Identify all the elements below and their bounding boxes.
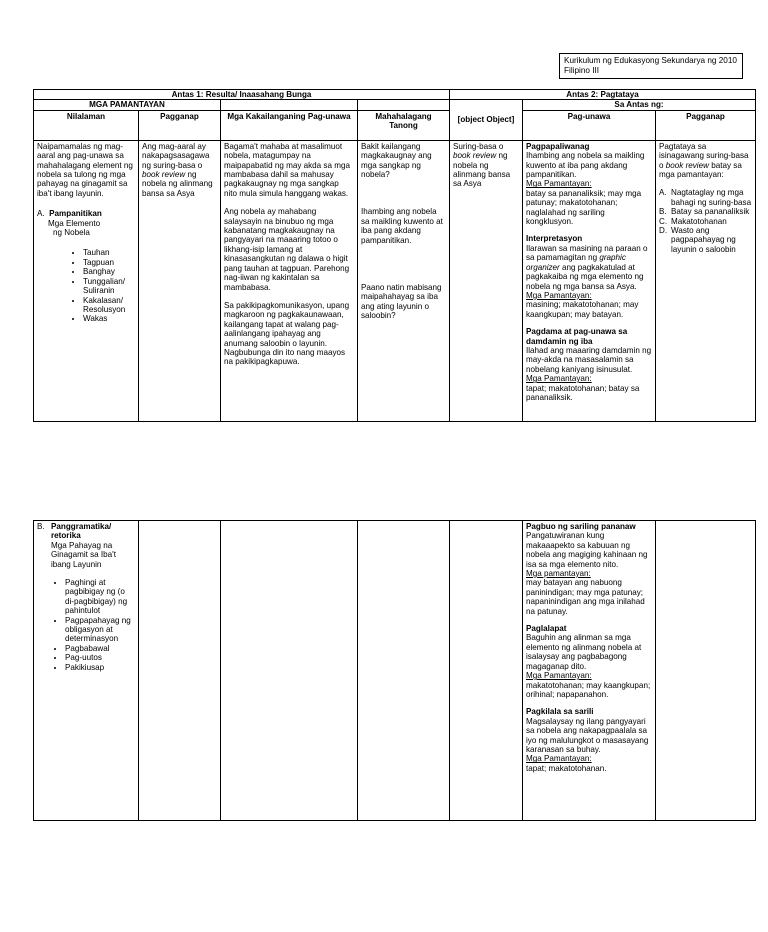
stage1-title: Antas 1: Resulta/ Inaasahang Bunga — [34, 90, 450, 100]
col-pagganap: Pagganap — [139, 110, 221, 140]
list-item: • Wakas — [83, 314, 135, 323]
section-title: Pagdama at pag-unawa sa damdamin ng iba — [526, 327, 628, 346]
nilalaman-intro: Naipamamalas ng mag-aaral ang pag-unawa sa mahahalagang element ng nobela sa tulong ng mga pahayag na ginagamit sa iba't ibang layunin. — [37, 141, 133, 198]
mga-pamantayan-header: MGA PAMANTAYAN — [34, 100, 221, 110]
nilalaman-cell — [34, 140, 139, 421]
pamantayan-label: Mga Pamantayan: — [526, 179, 592, 189]
pagganap-text: Ang mag-aaral ay nakapagsasagawa ng suring-basa o — [142, 141, 210, 170]
blank-header-cell — [358, 100, 450, 110]
empty-cell — [221, 521, 358, 821]
item-text: Makatotohanan — [671, 216, 727, 226]
list-item: • Pag-uutos — [65, 653, 135, 662]
assessment-italic: book review — [665, 160, 709, 170]
assessment-text: Pagtataya sa isinagawang suring-basa o — [659, 141, 749, 170]
pag-unawa-cell-b — [523, 521, 656, 821]
produkto-header: [object Object] — [450, 100, 523, 140]
criteria-text: batay sa pananaliksik; may mga patunay; makatotohanan; naglalahad ng sariling kongklusyon. — [526, 188, 642, 227]
section-b-sub: Mga Pahayag na Ginagamit sa Iba't ibang Layunin — [51, 540, 116, 569]
list-item: • Tauhan — [83, 248, 135, 257]
section-text: Pangatuwiranan kung makaaapekto sa kabuuan ng nobela ang magiging kahinaan ng isa sa mga elemento nito. — [526, 531, 648, 569]
col-kakailanganing: Mga Kakailanganing Pag-unawa — [221, 110, 358, 140]
section-title: Pagkilala sa sarili — [526, 707, 594, 717]
section-text: Baguhin ang alinman sa mga elemento ng alinmang nobela at isalaysay ang pagbabagong magaganap dito. — [526, 633, 642, 671]
section-a-sub2: ng Nobela — [53, 228, 90, 238]
produkto-text: Suring-basa o — [453, 141, 504, 151]
section-text-end: ang pagkakatulad at pagkakaiba ng mga elemento ng nobela ng mga bansa sa Asya. — [526, 262, 644, 291]
criteria-text: tapat; makatotohanan; batay sa pananaliksik. — [526, 383, 640, 402]
element-list — [37, 248, 135, 323]
subject-title: Filipino III — [564, 66, 600, 75]
tanong-cell — [358, 140, 450, 421]
curriculum-header-box — [559, 53, 743, 79]
section-text-italic: graphic organizer — [526, 253, 626, 272]
section-b-label: B. — [37, 522, 45, 531]
criteria-text: masining; makatotohanan; may kaangkupan; may batayan. — [526, 300, 639, 319]
expression-list — [37, 578, 135, 672]
section-text: Ilahad ang maaaring damdamin ng may-akda na masasalamin sa nobelang kaniyang isinusulat. — [526, 345, 652, 374]
criteria-text: tapat; makatotohanan. — [526, 763, 607, 773]
item-label: B. — [659, 207, 667, 217]
understanding-1: Bagama't mahaba at masalimuot nobela, matagumpay na maipapabatid ng may akda sa mga mambabasa dahil sa mahusay pagkakaugnay ng mga sangkap nito mula simula hanggang wakas. — [224, 141, 350, 198]
section-title: Pagpapaliwanag — [526, 141, 590, 151]
curriculum-table-1 — [33, 89, 756, 422]
assessment-item — [659, 207, 752, 216]
stage2-title: Antas 2: Pagtataya — [450, 90, 756, 100]
pamantayan-label: Mga Pamantayan: — [526, 671, 592, 681]
section-text-start: Ilarawan sa masining na paraan o sa pamamagitan ng — [526, 243, 648, 263]
pamantayan-label: Mga Pamantayan: — [526, 754, 592, 764]
assessment-intro — [659, 142, 752, 180]
understanding-3: Sa pakikipagkomunikasyon, upang magkaroon ng pagkakaunawaan, kailangang tapat at walang pag-aalinlangang ipahayag ang anumang saloobin o layunin. Nagbubunga din ito nang maayos na pakikipagkapuwa. — [224, 300, 350, 367]
pamantayan-label: Mga Pamantayan: — [526, 374, 592, 384]
empty-cell — [656, 521, 756, 821]
sa-antas-ng-header: Sa Antas ng: — [523, 100, 756, 110]
assessment-item — [659, 217, 752, 226]
assessment-list — [659, 188, 752, 254]
section-text: Ihambing ang nobela sa maikling kuwento at iba pang akdang pampanitikan. — [526, 151, 645, 180]
empty-cell — [358, 521, 450, 821]
section-a-title: Pampanitikan — [49, 209, 102, 219]
produkto-italic: book review — [453, 151, 497, 161]
criteria-text: makatotohanan; may kaangkupan; orihinal; napapanahon. — [526, 680, 651, 699]
item-label: A. — [659, 188, 667, 198]
item-text: Nagtataglay ng mga bahagi ng suring-basa — [671, 188, 752, 207]
col-pag-unawa: Pag-unawa — [523, 110, 656, 140]
question-2: Ihambing ang nobela sa maikling kuwento at iba pang akdang pampanitikan. — [361, 207, 443, 245]
pamantayan-label: Mga Pamantayan: — [526, 290, 592, 300]
section-title: Paglalapat — [526, 624, 567, 634]
list-item: • Banghay — [83, 267, 135, 276]
section-text — [526, 244, 652, 291]
section-title: Pagbuo ng sariling pananaw — [526, 522, 636, 531]
section-b-heading — [37, 522, 135, 541]
section-a-label: A. — [37, 209, 45, 219]
col-mahahalagang-tanong: Mahahalagang Tanong — [358, 110, 450, 140]
curriculum-title: Kurikulum ng Edukasyong Sekundarya ng 2010 — [564, 56, 737, 65]
pagganap-italic: book review — [142, 170, 186, 180]
item-label: D. — [659, 226, 668, 236]
pagganap-text-end: ng nobela ng alinmang bansa sa Asya — [142, 170, 213, 198]
section-b-title: Panggramatika/ retorika — [51, 522, 112, 541]
section-a-heading — [37, 209, 135, 218]
question-3: Paano natin mabisang maipahahayag sa iba ang ating layunin o saloobin? — [361, 283, 442, 321]
section-text: Magsalaysay ng ilang pangyayari sa nobela ang nakapagpaalala sa iyo ng malulungkot o masasayang karanasan sa buhay. — [526, 716, 649, 754]
list-item: • Pagpapahayag ng obligasyon at determinasyon — [65, 616, 135, 644]
list-item: • Pagbabawal — [65, 644, 135, 653]
list-item: • Tunggalian/ Suliranin — [83, 277, 135, 296]
empty-cell — [450, 521, 523, 821]
list-item: • Kakalasan/ Resolusyon — [83, 296, 135, 315]
blank-header-cell — [221, 100, 358, 110]
pag-unawa-cell — [523, 140, 656, 421]
criteria-text: may batayan ang nabuong paninindigan; may mga patunay; napaninindigan ang mga inilahad na patunay. — [526, 578, 645, 616]
pamantayan-label: Mga pamantayan: — [526, 569, 591, 579]
understanding-2: Ang nobela ay mahabang salaysayin na binubuo ng mga kabanatang magkakaugnay na pangyayari na maaaring totoo o likhang-isip lamang at kinasasangkutan ng dalawa o higit pang tauhan at tagpuan. Parehong nag-iiwan ng kakintalan sa mambabasa. — [224, 207, 350, 292]
list-item: • Tagpuan — [83, 258, 135, 267]
list-item: • Pakikiusap — [65, 663, 135, 672]
assessment-item — [659, 226, 752, 254]
empty-cell — [139, 521, 221, 821]
section-title: Interpretasyon — [526, 234, 583, 244]
pagganap-cell — [139, 140, 221, 421]
kakailanganing-cell — [221, 140, 358, 421]
list-item: • Paghingi at pagbibigay ng (o di-pagbibigay) ng pahintulot — [65, 578, 135, 616]
nilalaman-cell-b — [34, 521, 139, 821]
section-a-sub1: Mga Elemento — [48, 218, 101, 228]
curriculum-table-2 — [33, 520, 756, 821]
pagganap-2-cell — [656, 140, 756, 421]
item-text: Wasto ang pagpapahayag ng layunin o saloobin — [671, 226, 736, 254]
assessment-item — [659, 188, 752, 207]
assessment-text-end: batay sa mga pamantayan: — [659, 160, 742, 180]
question-1: Bakit kailangang magkakaugnay ang mga sangkap ng nobela? — [361, 141, 432, 180]
col-pagganap-2: Pagganap — [656, 110, 756, 140]
col-nilalaman: Nilalaman — [34, 110, 139, 140]
item-label: C. — [659, 216, 668, 226]
produkto-text-end: ng nobela ng alinmang bansa sa Asya — [453, 151, 511, 189]
produkto-cell — [450, 140, 523, 421]
item-text: Batay sa pananaliksik — [671, 207, 750, 217]
